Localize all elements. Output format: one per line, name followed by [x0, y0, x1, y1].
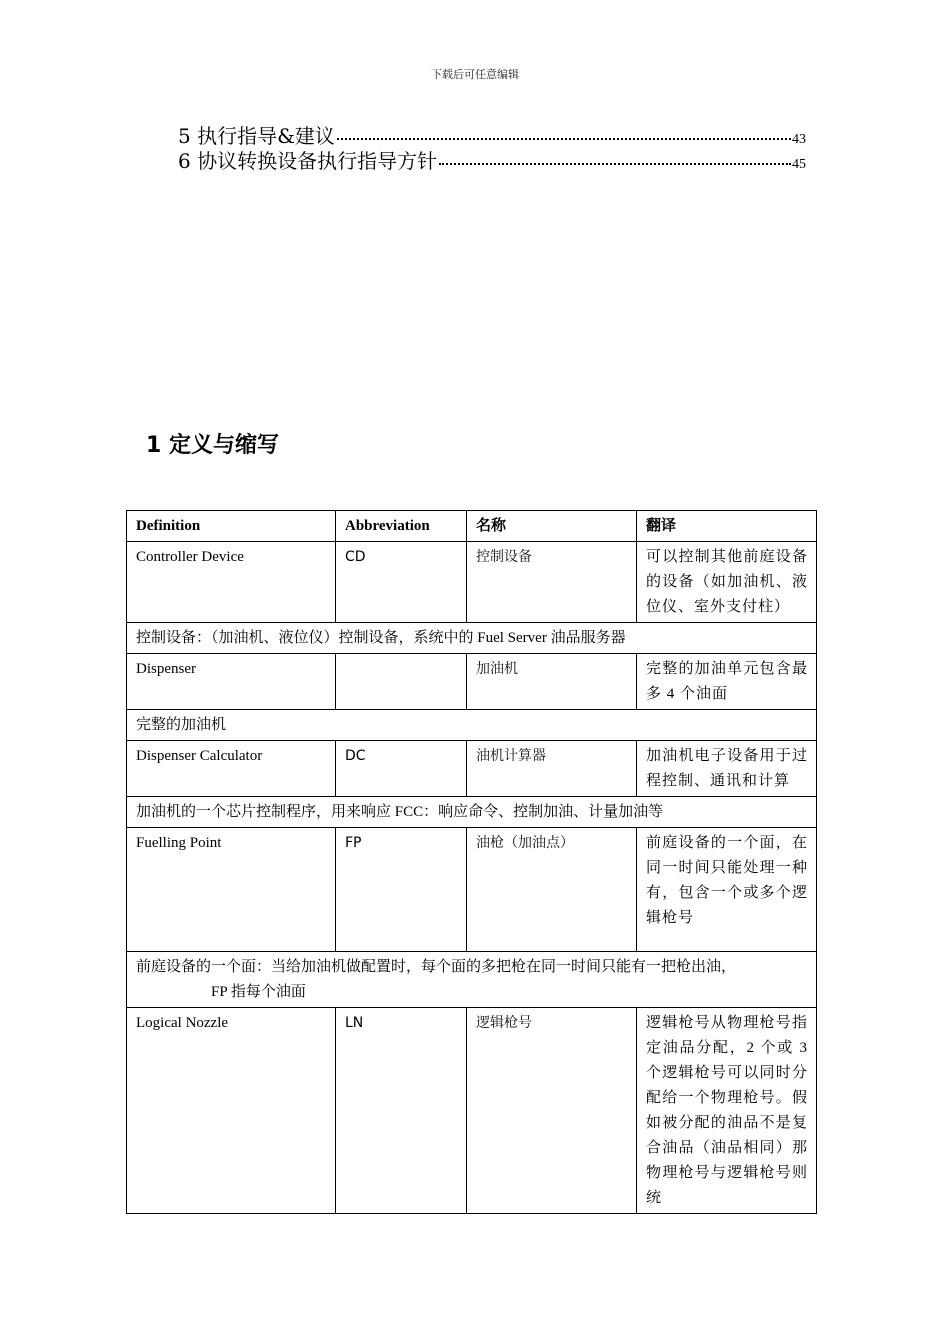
cell-note [127, 952, 817, 1008]
page-header: 下载后可任意编辑 [431, 68, 519, 81]
toc-entry[interactable] [178, 124, 806, 149]
cell-name: 加油机 [467, 654, 637, 710]
toc-leader-dots [439, 163, 791, 165]
cell-abbreviation: FP [336, 828, 467, 952]
cell-translation: 可以控制其他前庭设备的设备（如加油机、液位仪、室外支付柱） [637, 542, 817, 623]
note-row [127, 623, 817, 654]
definitions-table [126, 510, 817, 1214]
cell-translation: 完整的加油单元包含最多 4 个油面 [637, 654, 817, 710]
header-definition: Definition [127, 511, 336, 542]
toc-entry-title: 5 执行指导&建议 [178, 124, 335, 148]
toc-entry-title: 6 协议转换设备执行指导方针 [178, 149, 438, 173]
table-row [127, 741, 817, 797]
toc-entry-page: 45 [792, 157, 806, 172]
table-row [127, 1008, 817, 1214]
note-row [127, 797, 817, 828]
cell-note: 控制设备：（加油机、液位仪）控制设备，系统中的 Fuel Server 油品服务器 [127, 623, 817, 654]
cell-name: 油机计算器 [467, 741, 637, 797]
table-header-row [127, 511, 817, 542]
cell-definition: Controller Device [127, 542, 336, 623]
table-row [127, 654, 817, 710]
table-row [127, 542, 817, 623]
cell-translation: 逻辑枪号从物理枪号指定油品分配，2 个或 3 个逻辑枪号可以同时分配给一个物理枪号。假如被分配的油品不是复合油品（油品相同）那物理枪号与逻辑枪号则统 [637, 1008, 817, 1214]
note-row [127, 952, 817, 1008]
header-translation: 翻译 [637, 511, 817, 542]
section-heading: 1 定义与缩写 [146, 433, 279, 458]
cell-abbreviation: LN [336, 1008, 467, 1214]
cell-note: 完整的加油机 [127, 710, 817, 741]
cell-abbreviation [336, 654, 467, 710]
note-line: 前庭设备的一个面：当给加油机做配置时，每个面的多把枪在同一时间只能有一把枪出油， [136, 959, 737, 975]
cell-note: 加油机的一个芯片控制程序，用来响应 FCC：响应命令、控制加油、计量加油等 [127, 797, 817, 828]
cell-name: 油枪（加油点） [467, 828, 637, 952]
header-abbreviation: Abbreviation [336, 511, 467, 542]
cell-translation: 前庭设备的一个面，在同一时间只能处理一种有，包含一个或多个逻辑枪号 [637, 828, 817, 952]
cell-definition: Fuelling Point [127, 828, 336, 952]
cell-name: 逻辑枪号 [467, 1008, 637, 1214]
cell-definition: Dispenser Calculator [127, 741, 336, 797]
note-row [127, 710, 817, 741]
table-row [127, 828, 817, 952]
cell-name: 控制设备 [467, 542, 637, 623]
toc-entry[interactable] [178, 149, 806, 174]
cell-abbreviation: DC [336, 741, 467, 797]
note-line-indented: FP 指每个油面 [211, 984, 306, 1000]
header-name: 名称 [467, 511, 637, 542]
cell-translation: 加油机电子设备用于过程控制、通讯和计算 [637, 741, 817, 797]
cell-abbreviation: CD [336, 542, 467, 623]
toc-entry-page: 43 [792, 132, 806, 147]
cell-definition: Dispenser [127, 654, 336, 710]
toc-leader-dots [337, 138, 791, 140]
cell-definition: Logical Nozzle [127, 1008, 336, 1214]
table-of-contents [178, 124, 806, 174]
